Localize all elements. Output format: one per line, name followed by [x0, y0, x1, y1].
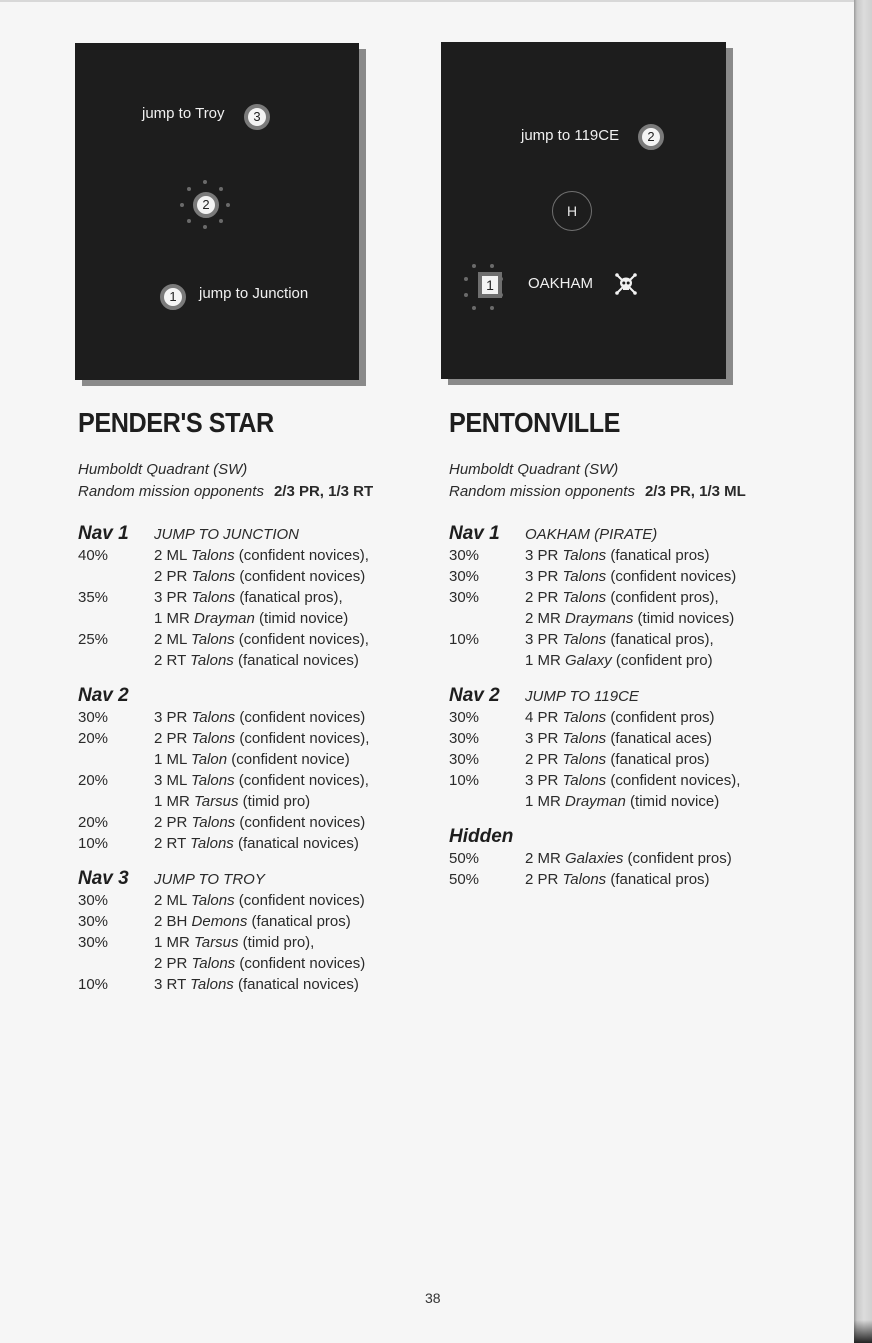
nav-list — [449, 523, 809, 890]
encounter-probability: 10% — [449, 772, 480, 789]
ship-name: Talons — [191, 955, 236, 972]
nav-point-1-icon: 1 — [160, 284, 186, 310]
system-meta — [449, 459, 809, 503]
ship-group — [154, 890, 438, 911]
encounter-probability: 30% — [449, 589, 480, 606]
encounter-ships — [525, 728, 809, 749]
nav-point-2-icon: 2 — [193, 192, 219, 218]
ship-name: Talons — [190, 547, 235, 564]
nav-name: Nav 1 — [78, 523, 129, 544]
encounter-ships — [154, 728, 438, 770]
encounter-row — [449, 749, 809, 770]
nav-name: Hidden — [449, 826, 514, 847]
ship-group — [525, 587, 809, 608]
nav-destination: JUMP TO 119CE — [525, 688, 639, 705]
ship-count-type: 2 PR — [154, 955, 192, 972]
encounter-probability: 30% — [78, 892, 109, 909]
encounter-ships — [525, 545, 809, 566]
ship-count-type: 1 ML — [154, 751, 191, 768]
encounter-row — [78, 629, 438, 671]
pilot-skill: (confident novices) — [234, 892, 365, 909]
encounter-probability: 30% — [449, 547, 480, 564]
ship-count-type: 3 PR — [525, 730, 563, 747]
map-label-oakham: OAKHAM — [528, 275, 594, 292]
pilot-skill: (fanatical pros) — [247, 913, 351, 930]
ship-group — [525, 869, 809, 890]
encounter-row — [78, 812, 438, 833]
pilot-skill: (fanatical pros), — [606, 631, 714, 648]
ship-group — [525, 608, 809, 629]
book-gutter — [854, 0, 872, 1343]
ship-group — [525, 791, 809, 812]
encounter-row — [449, 728, 809, 749]
pilot-skill: (timid novice) — [625, 793, 720, 810]
nav-block — [78, 685, 438, 854]
ship-name: Talons — [562, 631, 607, 648]
ship-name: Talons — [191, 709, 236, 726]
system-pentonville — [449, 405, 809, 890]
pilot-skill: (fanatical pros) — [606, 547, 710, 564]
ship-group — [525, 770, 809, 791]
ship-count-type: 2 ML — [154, 547, 191, 564]
encounter-probability: 50% — [449, 850, 480, 867]
quadrant: Humboldt Quadrant (SW) — [449, 461, 619, 478]
encounter-ships — [154, 812, 438, 833]
ship-count-type: 3 PR — [525, 547, 563, 564]
ship-group — [525, 650, 809, 671]
ship-name: Tarsus — [194, 934, 239, 951]
ship-name: Talons — [190, 892, 235, 909]
ship-name: Talons — [191, 589, 236, 606]
ship-count-type: 3 PR — [525, 631, 563, 648]
encounter-probability: 25% — [78, 631, 109, 648]
ship-group — [154, 770, 438, 791]
nav-point-2-icon: 2 — [638, 124, 664, 150]
ship-count-type: 1 MR — [525, 652, 566, 669]
page-top-edge — [0, 0, 854, 2]
ship-name: Talons — [190, 835, 234, 852]
encounter-probability: 30% — [449, 751, 480, 768]
encounter-probability: 35% — [78, 589, 109, 606]
ship-count-type: 1 MR — [154, 934, 195, 951]
opponents-value: 2/3 PR, 1/3 ML — [644, 483, 746, 500]
ship-name: Talons — [191, 814, 236, 831]
nav-block — [78, 523, 438, 671]
system-title: PENTONVILLE — [449, 407, 621, 438]
opponents-label: Random mission opponents — [78, 483, 264, 500]
nav-name: Nav 2 — [449, 685, 500, 706]
ship-count-type: 3 PR — [525, 772, 563, 789]
opponents-label: Random mission opponents — [449, 483, 635, 500]
encounter-row — [449, 869, 809, 890]
ship-name: Talons — [191, 730, 236, 747]
ship-group — [154, 608, 438, 629]
map-pentonville — [441, 42, 726, 379]
ship-count-type: 3 ML — [154, 772, 191, 789]
encounter-probability: 40% — [78, 547, 109, 564]
ship-name: Talons — [191, 568, 236, 585]
pilot-skill: (confident novices) — [235, 955, 366, 972]
encounter-row — [449, 545, 809, 566]
encounter-probability: 20% — [78, 814, 109, 831]
encounter-row — [78, 770, 438, 812]
encounter-probability: 20% — [78, 772, 109, 789]
pilot-skill: (confident pros) — [606, 709, 715, 726]
encounter-probability: 20% — [78, 730, 109, 747]
ship-group — [154, 833, 438, 854]
ship-name: Talons — [190, 976, 234, 993]
pilot-skill: (confident pro) — [611, 652, 713, 669]
ship-name: Talons — [190, 631, 235, 648]
pilot-skill: (confident pros) — [623, 850, 732, 867]
nav-header — [449, 826, 809, 848]
map-penders-star — [75, 43, 359, 380]
ship-name: Talons — [562, 730, 607, 747]
pilot-skill: (confident pros), — [606, 589, 719, 606]
encounter-row — [449, 566, 809, 587]
opponents-value: 2/3 PR, 1/3 RT — [273, 483, 374, 500]
ship-count-type: 1 MR — [154, 793, 195, 810]
pilot-skill: (confident novices) — [606, 568, 737, 585]
ship-name: Tarsus — [194, 793, 239, 810]
ship-group — [154, 791, 438, 812]
encounter-ships — [154, 932, 438, 974]
encounter-probability: 30% — [449, 730, 480, 747]
encounter-ships — [154, 707, 438, 728]
ship-group — [154, 707, 438, 728]
ship-count-type: 2 PR — [525, 871, 563, 888]
system-penders-star — [78, 405, 438, 995]
nav-name: Nav 1 — [449, 523, 500, 544]
system-title: PENDER'S STAR — [78, 407, 274, 438]
encounter-row — [78, 587, 438, 629]
encounter-ships — [154, 770, 438, 812]
ship-name: Talons — [190, 652, 234, 669]
encounter-ships — [525, 848, 809, 869]
ship-group — [154, 629, 438, 650]
encounter-probability: 10% — [78, 835, 109, 852]
nav-header — [78, 523, 438, 545]
encounter-row — [78, 833, 438, 854]
encounter-ships — [525, 749, 809, 770]
ship-count-type: 4 PR — [525, 709, 563, 726]
ship-group — [525, 848, 809, 869]
ship-group — [525, 566, 809, 587]
encounter-probability: 30% — [78, 709, 109, 726]
pilot-skill: (confident novices), — [606, 772, 741, 789]
ship-name: Talons — [562, 568, 607, 585]
pilot-skill: (confident novices) — [235, 814, 366, 831]
nav-destination: OAKHAM (PIRATE) — [525, 526, 658, 543]
ship-count-type: 2 BH — [154, 913, 192, 930]
encounter-row — [449, 707, 809, 728]
ship-count-type: 2 PR — [154, 814, 192, 831]
ship-group — [525, 728, 809, 749]
ship-count-type: 2 RT — [154, 652, 191, 669]
encounter-probability: 10% — [449, 631, 480, 648]
ship-name: Drayman — [194, 610, 255, 627]
encounter-row — [78, 932, 438, 974]
encounter-ships — [154, 833, 438, 854]
nav-name: Nav 2 — [78, 685, 129, 706]
encounter-ships — [154, 629, 438, 671]
ship-group — [525, 545, 809, 566]
pilot-skill: (fanatical pros), — [235, 589, 343, 606]
nav-block — [449, 685, 809, 812]
ship-count-type: 2 ML — [154, 892, 191, 909]
encounter-ships — [525, 770, 809, 812]
ship-group — [525, 707, 809, 728]
gutter-shadow — [854, 1320, 872, 1343]
ship-count-type: 2 PR — [525, 751, 563, 768]
map-label-jump-to-troy: jump to Troy — [142, 105, 225, 122]
ship-name: Galaxies — [565, 850, 624, 867]
ship-count-type: 2 RT — [154, 835, 191, 852]
ship-group — [525, 629, 809, 650]
ship-count-type: 3 PR — [525, 568, 563, 585]
ship-count-type: 3 PR — [154, 709, 192, 726]
ship-count-type: 2 MR — [525, 850, 566, 867]
pilot-skill: (confident novices) — [235, 709, 366, 726]
nav-destination: JUMP TO TROY — [154, 871, 265, 888]
map-label-jump-to-119ce: jump to 119CE — [521, 127, 620, 144]
pilot-skill: (fanatical novices) — [233, 976, 359, 993]
encounter-ships — [525, 707, 809, 728]
encounter-probability: 30% — [449, 568, 480, 585]
encounter-row — [449, 629, 809, 671]
ship-group — [154, 566, 438, 587]
ship-name: Talon — [190, 751, 228, 768]
hub-icon: H — [552, 191, 592, 231]
ship-count-type: 2 MR — [525, 610, 566, 627]
nav-block — [449, 826, 809, 890]
ship-name: Talons — [562, 871, 607, 888]
nav-header — [78, 685, 438, 707]
ship-count-type: 2 PR — [525, 589, 563, 606]
encounter-ships — [154, 587, 438, 629]
map-label-jump-to-junction: jump to Junction — [199, 285, 309, 302]
ship-name: Talons — [562, 709, 607, 726]
pilot-skill: (fanatical pros) — [606, 751, 710, 768]
pilot-skill: (confident novices) — [235, 568, 366, 585]
nav-block — [78, 868, 438, 995]
ship-count-type: 3 PR — [154, 589, 192, 606]
ship-group — [154, 911, 438, 932]
encounter-row — [78, 545, 438, 587]
skull-crossbones-icon — [614, 272, 638, 296]
pilot-skill: (confident novices), — [234, 772, 369, 789]
ship-count-type: 2 PR — [154, 730, 192, 747]
ship-group — [154, 587, 438, 608]
encounter-ships — [525, 869, 809, 890]
ship-name: Draymans — [565, 610, 634, 627]
encounter-row — [78, 707, 438, 728]
encounter-row — [449, 770, 809, 812]
ship-name: Drayman — [565, 793, 626, 810]
ship-group — [154, 932, 438, 953]
ship-count-type: 1 MR — [525, 793, 566, 810]
nav-point-3-icon: 3 — [244, 104, 270, 130]
encounter-ships — [154, 974, 438, 995]
encounter-probability: 30% — [78, 934, 109, 951]
encounter-ships — [525, 566, 809, 587]
nav-destination: JUMP TO JUNCTION — [154, 526, 299, 543]
encounter-ships — [154, 890, 438, 911]
nav-block — [449, 523, 809, 671]
ship-name: Talons — [562, 751, 607, 768]
pilot-skill: (confident novices), — [234, 631, 369, 648]
encounter-row — [78, 890, 438, 911]
pilot-skill: (confident novices), — [234, 547, 369, 564]
encounter-row — [78, 911, 438, 932]
nav-point-1-icon: 1 — [478, 272, 502, 298]
ship-group — [154, 650, 438, 671]
ship-name: Galaxy — [565, 652, 612, 669]
pilot-skill: (fanatical novices) — [233, 652, 359, 669]
nav-header — [78, 868, 438, 890]
encounter-probability: 10% — [78, 976, 109, 993]
ship-name: Talons — [562, 772, 607, 789]
ship-group — [154, 974, 438, 995]
nav-header — [449, 523, 809, 545]
ship-count-type: 2 PR — [154, 568, 192, 585]
ship-name: Talons — [190, 772, 235, 789]
ship-count-type: 2 ML — [154, 631, 191, 648]
ship-group — [154, 749, 438, 770]
pilot-skill: (timid pro) — [238, 793, 311, 810]
ship-group — [154, 545, 438, 566]
encounter-ships — [154, 545, 438, 587]
encounter-ships — [525, 587, 809, 629]
pilot-skill: (confident novice) — [227, 751, 350, 768]
pilot-skill: (timid pro), — [238, 934, 315, 951]
ship-name: Demons — [191, 913, 248, 930]
encounter-row — [78, 974, 438, 995]
system-meta — [78, 459, 438, 503]
ship-group — [154, 728, 438, 749]
ship-count-type: 1 MR — [154, 610, 195, 627]
encounter-row — [449, 587, 809, 629]
ship-count-type: 3 RT — [154, 976, 191, 993]
pilot-skill: (fanatical aces) — [606, 730, 713, 747]
page-number: 38 — [425, 1290, 441, 1306]
pilot-skill: (confident novices), — [235, 730, 370, 747]
ship-group — [154, 953, 438, 974]
ship-group — [154, 812, 438, 833]
nav-list — [78, 523, 438, 995]
encounter-ships — [525, 629, 809, 671]
encounter-row — [78, 728, 438, 770]
ship-name: Talons — [562, 547, 607, 564]
pilot-skill: (timid novice) — [254, 610, 349, 627]
encounter-probability: 30% — [78, 913, 109, 930]
ship-name: Talons — [562, 589, 607, 606]
encounter-ships — [154, 911, 438, 932]
nav-header — [449, 685, 809, 707]
pilot-skill: (fanatical pros) — [606, 871, 710, 888]
pilot-skill: (timid novices) — [633, 610, 735, 627]
quadrant: Humboldt Quadrant (SW) — [78, 461, 248, 478]
encounter-probability: 30% — [449, 709, 480, 726]
ship-group — [525, 749, 809, 770]
encounter-row — [449, 848, 809, 869]
encounter-probability: 50% — [449, 871, 480, 888]
pilot-skill: (fanatical novices) — [233, 835, 359, 852]
nav-name: Nav 3 — [78, 868, 129, 889]
